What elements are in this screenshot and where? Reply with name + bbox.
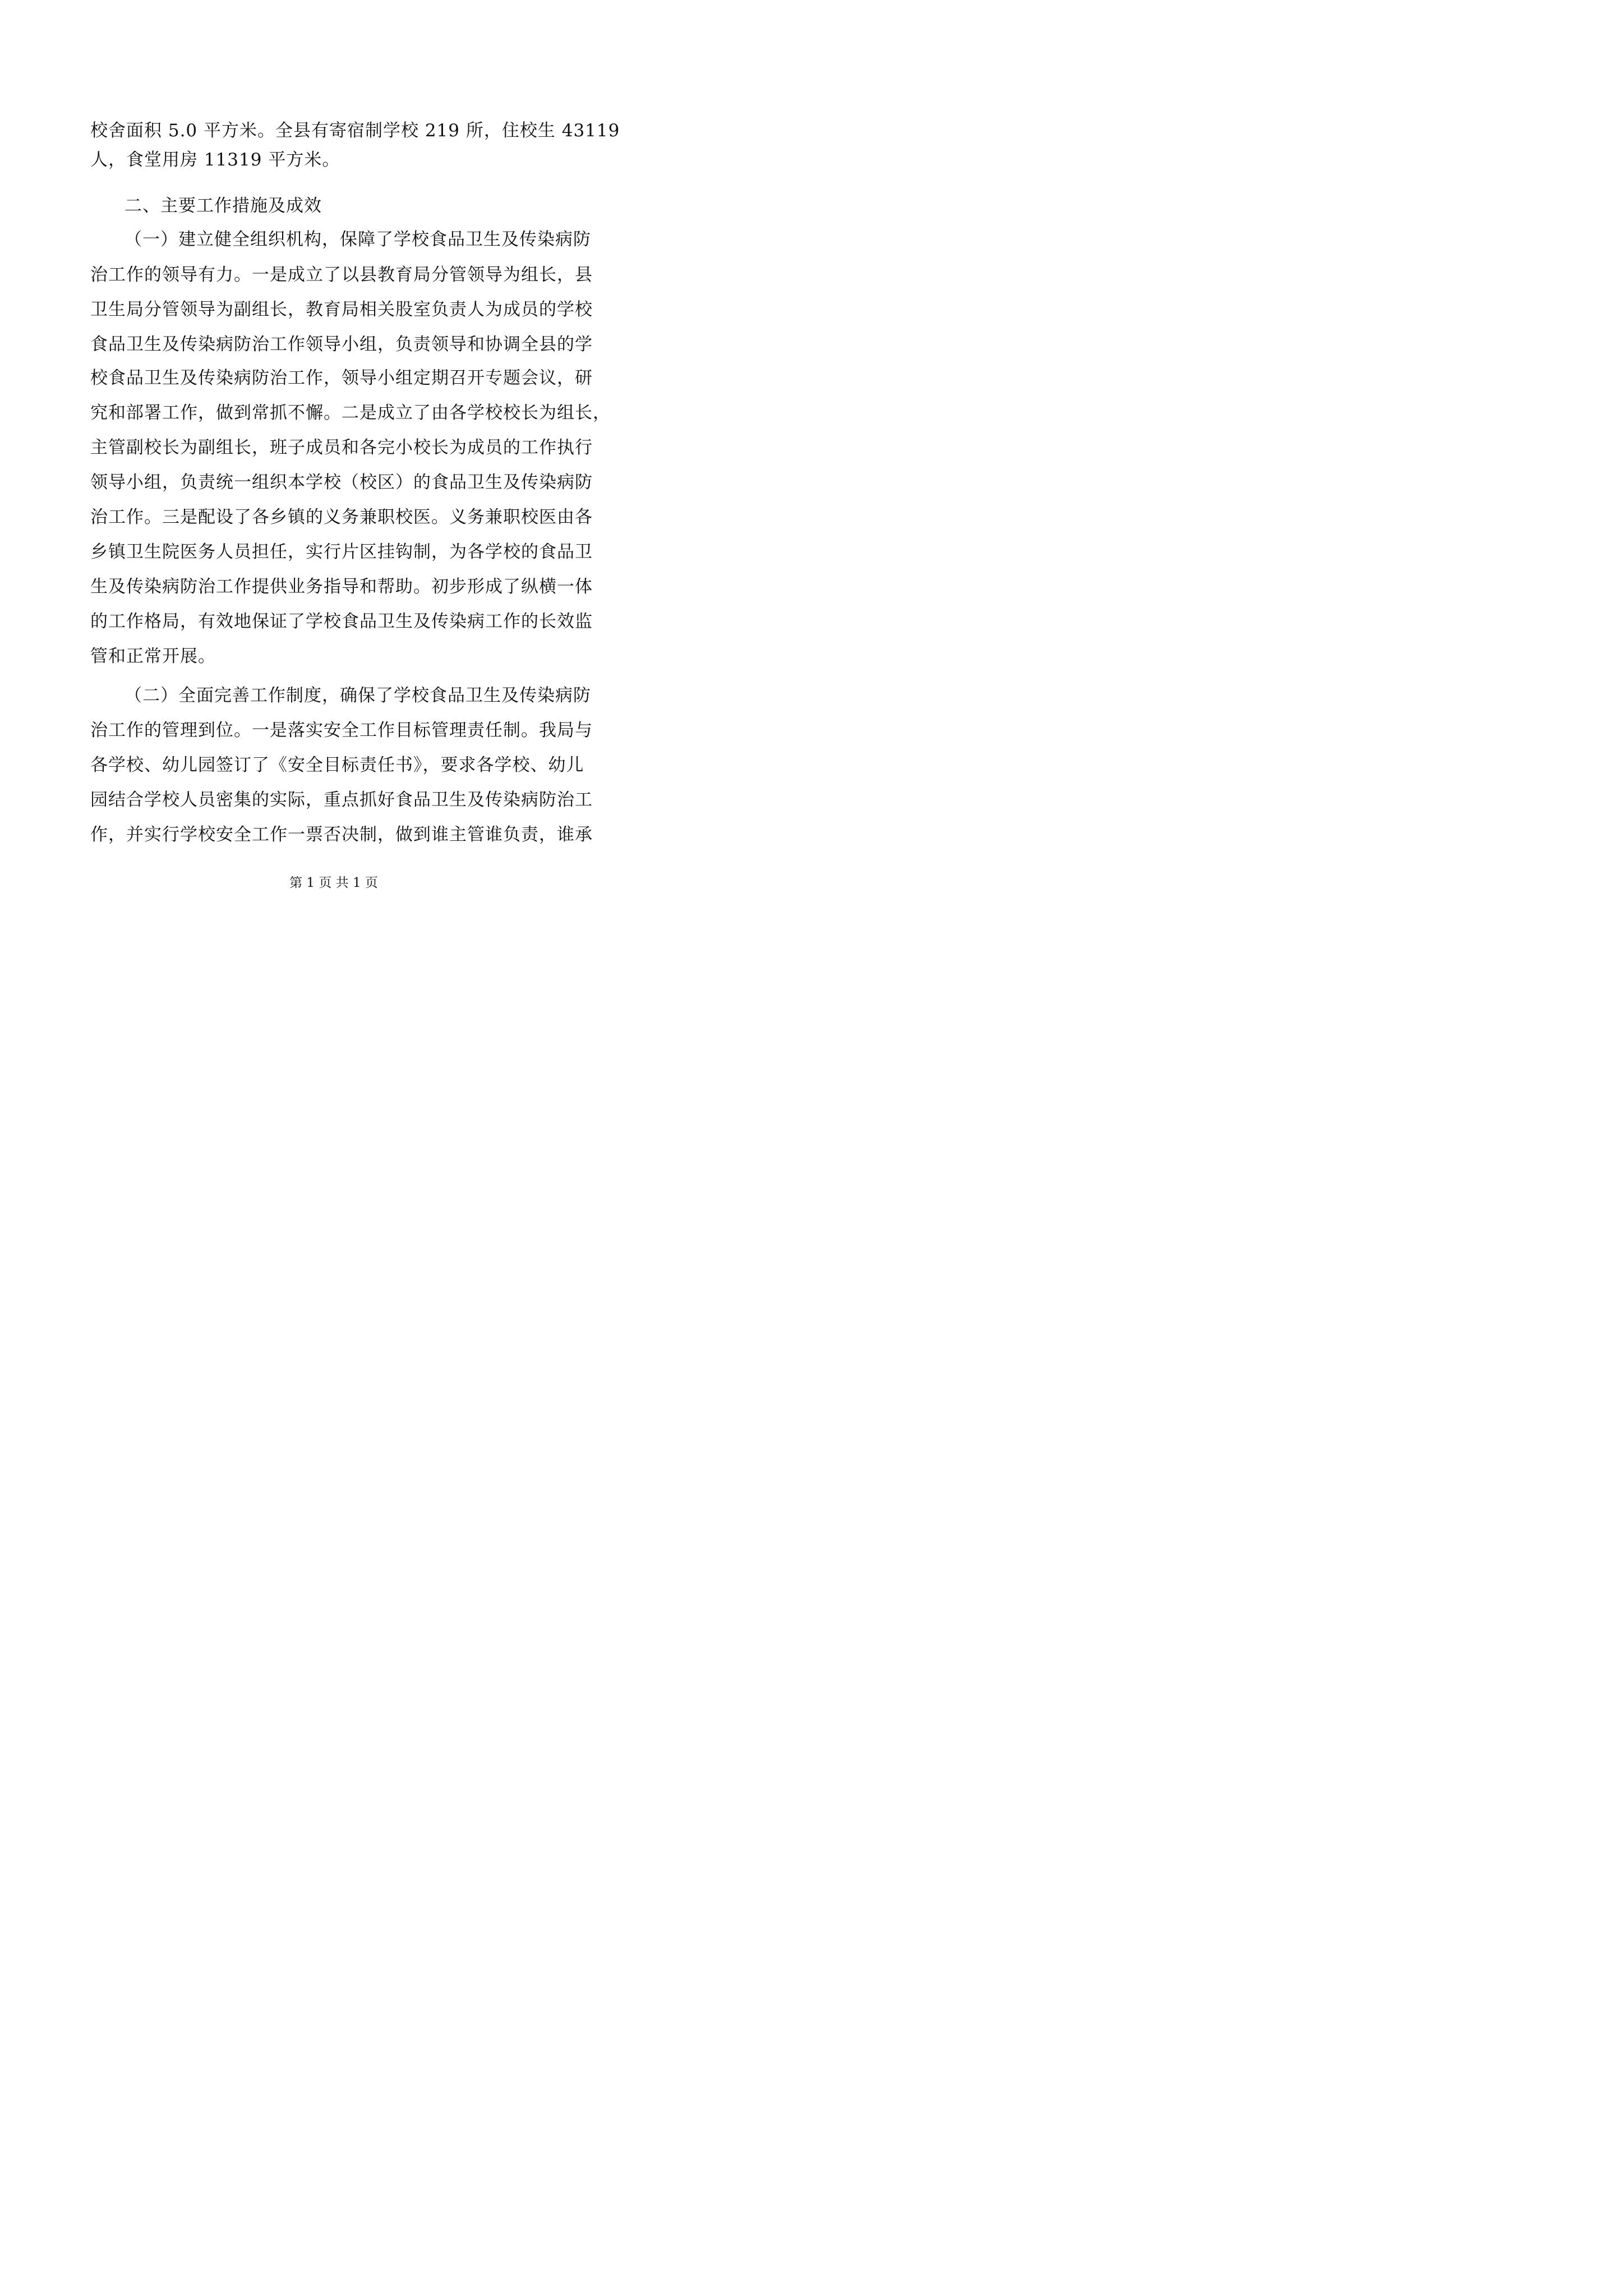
- body-line: 校舍面积 5.0 平方米。全县有寄宿制学校 219 所，住校生 43119: [90, 121, 620, 141]
- body-line: 究和部署工作，做到常抓不懈。二是成立了由各学校校长为组长，: [90, 403, 611, 423]
- body-line: 各学校、幼儿园签订了《安全目标责任书》，要求各学校、幼儿: [90, 755, 584, 775]
- body-line: 人，食堂用房 11319 平方米。: [90, 150, 340, 170]
- body-line: 食品卫生及传染病防治工作领导小组，负责领导和协调全县的学: [90, 334, 593, 355]
- body-line: 校食品卫生及传染病防治工作，领导小组定期召开专题会议，研: [90, 368, 593, 388]
- section-heading: 二、主要工作措施及成效: [125, 196, 322, 216]
- body-line: 主管副校长为副组长，班子成员和各完小校长为成员的工作执行: [90, 438, 593, 458]
- body-line: 生及传染病防治工作提供业务指导和帮助。初步形成了纵横一体: [90, 577, 593, 597]
- subsection-heading-line: （一）建立健全组织机构，保障了学校食品卫生及传染病防: [125, 229, 591, 250]
- page-footer: 第 1 页 共 1 页: [289, 876, 378, 890]
- body-line: 作，并实行学校安全工作一票否决制，做到谁主管谁负责，谁承: [90, 825, 593, 845]
- document-page: [0, 0, 667, 944]
- body-line: 治工作。三是配设了各乡镇的义务兼职校医。义务兼职校医由各: [90, 507, 593, 527]
- body-line: 领导小组，负责统一组织本学校（校区）的食品卫生及传染病防: [90, 472, 593, 493]
- subsection-heading-line: （二）全面完善工作制度，确保了学校食品卫生及传染病防: [125, 685, 591, 706]
- body-line: 的工作格局，有效地保证了学校食品卫生及传染病工作的长效监: [90, 611, 593, 632]
- body-line: 治工作的管理到位。一是落实安全工作目标管理责任制。我局与: [90, 720, 593, 740]
- body-line: 治工作的领导有力。一是成立了以县教育局分管领导为组长，县: [90, 265, 593, 285]
- body-line: 乡镇卫生院医务人员担任，实行片区挂钩制，为各学校的食品卫: [90, 542, 593, 562]
- body-line: 管和正常开展。: [90, 646, 216, 666]
- body-line: 园结合学校人员密集的实际，重点抓好食品卫生及传染病防治工: [90, 790, 593, 810]
- body-line: 卫生局分管领导为副组长，教育局相关股室负责人为成员的学校: [90, 300, 593, 320]
